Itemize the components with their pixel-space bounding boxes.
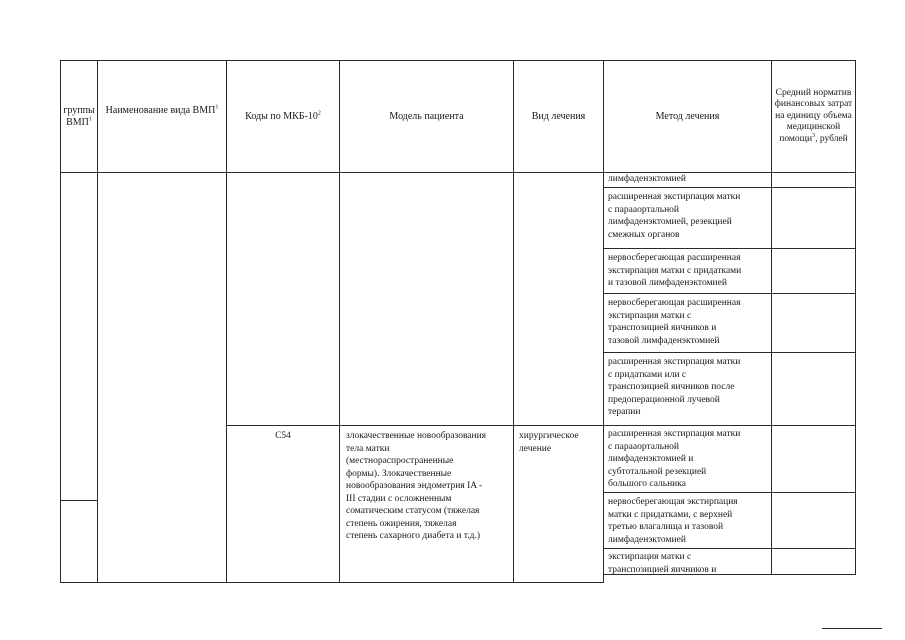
header-treatment: Вид лечения [531, 110, 586, 122]
row-divider [603, 352, 856, 353]
row-divider [603, 248, 856, 249]
code-cell: C54 [275, 431, 291, 441]
column-border [226, 60, 227, 583]
method-cell: расширенная экстирпация матки с парааортальной лимфаденэктомией, резекцией смежных органов [608, 192, 741, 240]
row-divider [603, 293, 856, 294]
treatment-cell: хирургическое лечение [519, 431, 579, 454]
header-name: Наименование вида ВМП$^1$ [105, 104, 219, 116]
column-border [97, 60, 98, 583]
patient-model-cell: злокачественные новообразования тела матки (местнораспространенные формы). Злокачественные новообразования эндометрия IA - III стадии с осложненным соматическим статусом (тяжелая степень ожирения, тяжелая степень сахарного диабета и т.д.) [346, 431, 487, 541]
header-cost: Средний норматив финансовых затрат на единицу объема медицинской помощи$^3$, рублей [774, 87, 853, 144]
row-divider [603, 492, 856, 493]
column-border [771, 60, 772, 575]
method-cell: расширенная экстирпация матки с придатками или с транспозицией яичников после предоперационной лучевой терапии [608, 357, 741, 417]
row-divider [603, 548, 856, 549]
column-border [855, 60, 856, 575]
header-codes: Коды по МКБ-$10^2$ [245, 110, 321, 122]
row-divider [226, 425, 856, 426]
method-cell: нервосберегающая расширенная экстирпация матки с транспозицией яичников и тазовой лимфаденэктомией [608, 298, 741, 346]
row-divider [60, 500, 97, 501]
method-cell: лимфаденэктомией [608, 174, 686, 184]
method-cell: нервосберегающая экстирпация матки с придатками, с верхней третью влагалища и тазовой лимфаденэктомией [608, 497, 738, 545]
page-edge-mark [822, 628, 882, 629]
header-model: Модель пациента [389, 110, 464, 122]
method-cell: нервосберегающая расширенная экстирпация матки с придатками и тазовой лимфаденэктомией [608, 253, 742, 288]
method-cell: расширенная экстирпация матки с парааортальной лимфаденэктомией и субтотальной резекцией большого сальника [608, 429, 741, 489]
column-border [603, 60, 604, 583]
row-divider [603, 187, 856, 188]
column-border [513, 60, 514, 583]
header-group: группы ВМП$^1$ [63, 104, 95, 128]
table-bottom-border [60, 582, 603, 583]
header-method: Метод лечения [655, 110, 720, 122]
column-border [339, 60, 340, 583]
method-cell: экстирпация матки с транспозицией яичников и [608, 552, 717, 575]
